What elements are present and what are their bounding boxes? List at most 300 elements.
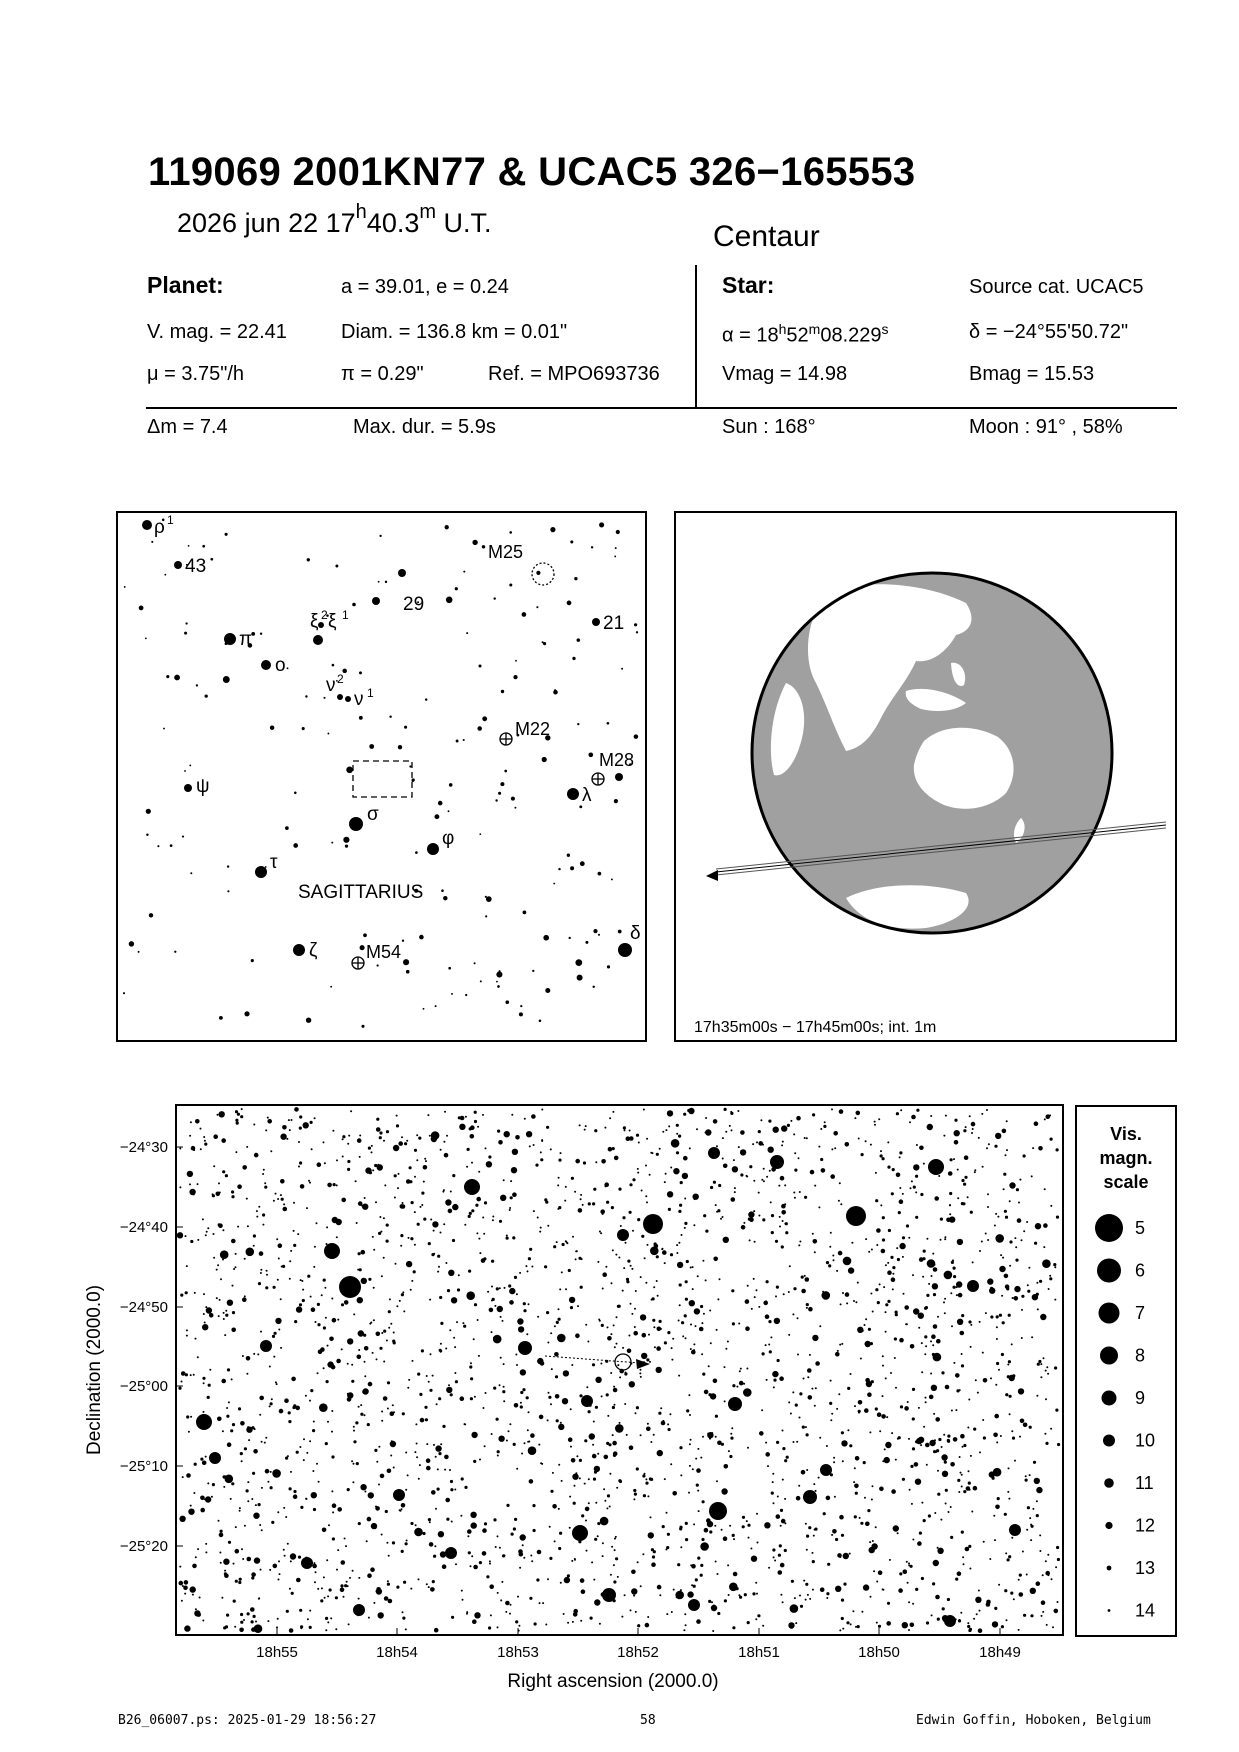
field-star xyxy=(429,1389,432,1392)
field-star xyxy=(401,1136,403,1138)
field-star xyxy=(571,1458,576,1463)
field-star xyxy=(500,1195,506,1201)
field-star xyxy=(645,1482,648,1485)
field-star xyxy=(514,807,516,809)
field-star xyxy=(902,1236,905,1239)
field-star xyxy=(463,571,465,573)
field-star xyxy=(676,1133,678,1135)
field-star xyxy=(957,1239,963,1245)
field-star xyxy=(457,1288,460,1291)
field-star xyxy=(968,1545,971,1548)
field-star xyxy=(509,1207,511,1209)
field-star xyxy=(573,1609,578,1614)
field-star xyxy=(1023,1614,1026,1617)
field-star xyxy=(1000,1254,1002,1256)
field-star xyxy=(700,1457,702,1459)
field-star xyxy=(314,1565,316,1567)
field-star xyxy=(892,1168,895,1171)
field-star xyxy=(887,1270,892,1275)
field-star xyxy=(279,1573,281,1575)
field-star xyxy=(556,1419,559,1422)
field-star xyxy=(788,1401,790,1403)
field-star xyxy=(903,1569,908,1574)
field-star xyxy=(503,1363,505,1365)
field-star xyxy=(802,1426,805,1429)
field-star xyxy=(515,660,517,662)
field-star xyxy=(676,1124,679,1127)
field-star xyxy=(778,1554,781,1557)
field-star xyxy=(265,1129,267,1131)
field-star xyxy=(278,1579,280,1581)
field-star xyxy=(667,1110,673,1116)
field-star xyxy=(550,527,555,532)
field-star xyxy=(697,1490,699,1492)
field-star xyxy=(963,1183,966,1186)
field-star xyxy=(367,1573,372,1578)
field-star xyxy=(522,612,527,617)
field-star xyxy=(528,1441,530,1443)
field-star xyxy=(839,1629,841,1631)
field-star xyxy=(558,1508,560,1510)
field-star xyxy=(848,1267,854,1273)
field-star xyxy=(643,1109,645,1111)
field-star xyxy=(290,1250,292,1252)
field-star xyxy=(450,1191,452,1193)
field-star xyxy=(181,1371,186,1376)
field-star xyxy=(678,1320,680,1322)
field-star xyxy=(332,1318,337,1323)
field-star xyxy=(826,1445,828,1447)
field-star xyxy=(287,1455,289,1457)
field-star xyxy=(554,1540,556,1542)
field-star xyxy=(784,1522,786,1524)
field-star xyxy=(854,1117,856,1119)
field-star xyxy=(828,1264,831,1267)
field-star xyxy=(466,1291,475,1300)
field-star xyxy=(974,1171,976,1173)
field-star xyxy=(389,715,391,717)
field-star xyxy=(542,757,547,762)
field-star xyxy=(280,1179,285,1184)
field-star xyxy=(648,1334,650,1336)
field-star xyxy=(746,1175,748,1177)
field-star xyxy=(571,1560,573,1562)
field-star xyxy=(612,1147,615,1150)
finder-chart-svg xyxy=(118,513,645,1040)
field-star xyxy=(772,1371,778,1377)
field-star xyxy=(223,1486,225,1488)
field-star xyxy=(701,1322,703,1324)
field-star xyxy=(414,1451,416,1453)
field-star xyxy=(421,1349,424,1352)
field-star xyxy=(646,1427,651,1432)
field-star xyxy=(504,1131,510,1137)
field-star xyxy=(307,1275,310,1278)
field-star xyxy=(272,1335,275,1338)
field-star xyxy=(806,1535,809,1538)
field-star xyxy=(555,1394,560,1399)
field-star xyxy=(752,1592,755,1595)
field-star xyxy=(531,1114,536,1119)
x-tick-label: 18h53 xyxy=(497,1644,539,1661)
y-tick-label: −25°00 xyxy=(119,1378,168,1395)
field-star xyxy=(902,1193,904,1195)
field-star xyxy=(926,1294,929,1297)
field-star xyxy=(618,930,622,934)
field-star xyxy=(190,872,192,874)
field-star xyxy=(414,1149,417,1152)
field-star xyxy=(263,1169,265,1171)
field-star xyxy=(520,1534,526,1540)
field-star xyxy=(558,1318,561,1321)
field-star xyxy=(691,1584,693,1586)
field-star xyxy=(882,1157,885,1160)
field-star xyxy=(680,1546,682,1548)
field-star xyxy=(455,1380,458,1383)
field-star xyxy=(388,1327,390,1329)
field-star xyxy=(858,1138,860,1140)
field-star xyxy=(423,1008,425,1010)
field-star xyxy=(923,1519,926,1522)
field-star xyxy=(460,1396,465,1401)
field-star xyxy=(289,1278,291,1280)
field-star xyxy=(462,1322,464,1324)
field-star xyxy=(633,1595,635,1597)
field-star xyxy=(1005,1284,1010,1289)
field-star xyxy=(195,1556,197,1558)
field-star xyxy=(402,1202,404,1204)
field-star xyxy=(538,1444,540,1446)
field-star xyxy=(228,1541,231,1544)
field-star xyxy=(577,723,579,725)
field-star xyxy=(600,1232,602,1234)
field-star xyxy=(806,1303,809,1306)
field-star xyxy=(299,1127,302,1130)
field-star xyxy=(704,1390,709,1395)
field-star xyxy=(906,1561,908,1563)
field-star xyxy=(926,1464,928,1466)
field-star xyxy=(330,986,332,988)
field-star xyxy=(953,1362,955,1364)
field-star xyxy=(868,1251,870,1253)
field-star xyxy=(944,1461,947,1464)
field-star xyxy=(526,1131,532,1137)
field-star xyxy=(272,1469,281,1478)
field-star xyxy=(317,1588,319,1590)
field-star xyxy=(392,1541,395,1544)
field-star xyxy=(407,1474,409,1476)
field-star xyxy=(937,1618,940,1621)
field-star xyxy=(847,1387,850,1390)
field-star xyxy=(728,1450,730,1452)
field-star xyxy=(210,558,213,561)
field-star xyxy=(611,1282,613,1284)
field-star xyxy=(584,1483,586,1485)
legend-star-symbol xyxy=(1108,1609,1111,1612)
field-star xyxy=(280,1347,282,1349)
field-star xyxy=(237,1113,240,1116)
field-star xyxy=(194,1463,197,1466)
field-star xyxy=(278,1243,283,1248)
field-star xyxy=(950,1506,952,1508)
field-star xyxy=(933,1450,936,1453)
field-star xyxy=(621,668,623,670)
field-star xyxy=(847,1429,849,1431)
field-star xyxy=(1055,1409,1058,1412)
field-star xyxy=(599,1320,601,1322)
field-star xyxy=(743,1388,752,1397)
field-star xyxy=(300,1279,302,1281)
field-star xyxy=(445,1199,451,1205)
field-star xyxy=(698,1510,700,1512)
field-star xyxy=(602,1288,604,1290)
field-star xyxy=(289,1628,294,1633)
field-star xyxy=(778,1185,780,1187)
field-star xyxy=(240,1421,245,1426)
field-star xyxy=(488,1155,491,1158)
field-star xyxy=(235,1266,237,1268)
field-star xyxy=(870,1293,872,1295)
field-star xyxy=(917,1541,922,1546)
field-star xyxy=(665,1129,667,1131)
field-star xyxy=(855,1492,858,1495)
field-star xyxy=(660,1407,662,1409)
legend-magnitude-label: 11 xyxy=(1135,1473,1154,1493)
field-star xyxy=(1039,1550,1041,1552)
label-29: 29 xyxy=(403,594,425,615)
field-star xyxy=(749,1239,751,1241)
field-star xyxy=(570,1408,572,1410)
field-star xyxy=(528,1257,531,1260)
field-star xyxy=(270,1471,272,1473)
field-star xyxy=(1044,1118,1046,1120)
field-star xyxy=(469,1212,472,1215)
field-star xyxy=(407,1387,409,1389)
field-star xyxy=(798,1244,800,1246)
field-star xyxy=(629,1130,631,1132)
field-star xyxy=(593,929,597,933)
field-star xyxy=(812,1589,814,1591)
field-star xyxy=(368,1147,371,1150)
field-star xyxy=(576,1250,578,1252)
field-star xyxy=(995,1213,997,1215)
field-star xyxy=(820,1158,823,1161)
field-star xyxy=(881,1414,886,1419)
field-star xyxy=(372,1169,374,1171)
field-star xyxy=(585,1507,590,1512)
field-star xyxy=(325,1617,328,1620)
field-star xyxy=(932,1353,935,1356)
field-star xyxy=(227,1368,230,1371)
field-star xyxy=(516,1364,518,1366)
field-star xyxy=(477,1126,479,1128)
field-star xyxy=(523,911,527,915)
field-star xyxy=(286,1610,289,1613)
field-star xyxy=(246,1356,251,1361)
field-star xyxy=(254,1557,260,1563)
field-star xyxy=(247,1557,252,1562)
field-star xyxy=(386,1542,388,1544)
field-star xyxy=(907,1582,909,1584)
field-star xyxy=(745,1326,750,1331)
field-star xyxy=(640,1369,642,1371)
field-star xyxy=(965,1126,967,1128)
field-star xyxy=(1031,1175,1033,1177)
star-xi1 xyxy=(318,622,324,628)
field-star xyxy=(711,1605,717,1611)
label-sigma: σ xyxy=(367,804,379,825)
field-star xyxy=(543,935,549,941)
field-star xyxy=(398,745,402,749)
field-star xyxy=(537,1550,542,1555)
footer-author: Edwin Goffin, Hoboken, Belgium xyxy=(916,1713,1151,1728)
field-star xyxy=(928,1514,931,1517)
field-star xyxy=(838,1200,840,1202)
field-star xyxy=(484,1445,486,1447)
field-star xyxy=(779,1376,784,1381)
field-star xyxy=(996,1362,999,1365)
field-star xyxy=(355,1421,358,1424)
ra-hour-unit: h xyxy=(778,321,787,337)
field-star xyxy=(539,1231,541,1233)
field-star xyxy=(253,1234,256,1237)
field-star xyxy=(902,1622,908,1628)
field-star xyxy=(996,1441,998,1443)
field-star xyxy=(857,1625,860,1628)
field-star xyxy=(1008,1314,1011,1317)
field-star xyxy=(717,1209,720,1212)
field-star xyxy=(203,1136,205,1138)
field-star xyxy=(653,1434,655,1436)
field-star xyxy=(865,1318,867,1320)
field-star xyxy=(713,1379,718,1384)
field-star xyxy=(974,1169,976,1171)
field-star xyxy=(878,1625,881,1628)
field-star xyxy=(511,797,515,801)
field-star xyxy=(208,1384,211,1387)
minute-unit: m xyxy=(419,201,437,223)
field-star xyxy=(267,1119,272,1124)
field-star xyxy=(994,1225,996,1227)
field-star xyxy=(749,1165,752,1168)
field-star xyxy=(768,1344,770,1346)
field-star xyxy=(403,1310,405,1312)
field-star xyxy=(372,1352,374,1354)
field-star xyxy=(529,1597,532,1600)
field-star xyxy=(863,1584,869,1590)
field-star xyxy=(882,1355,884,1357)
field-star xyxy=(520,1391,523,1394)
field-star xyxy=(278,1258,280,1260)
label-nu1: ν xyxy=(354,689,364,710)
field-star xyxy=(396,1586,399,1589)
field-star xyxy=(766,1176,768,1178)
field-star xyxy=(520,1405,523,1408)
field-star xyxy=(748,1537,750,1539)
field-star xyxy=(836,1270,838,1272)
field-star xyxy=(581,1514,584,1517)
field-star xyxy=(629,1183,632,1186)
field-star xyxy=(185,622,187,624)
field-star xyxy=(431,1131,440,1140)
field-star xyxy=(450,1393,453,1396)
field-star xyxy=(547,1225,549,1227)
field-star xyxy=(696,1484,699,1487)
field-star xyxy=(564,1400,566,1402)
field-star xyxy=(599,1231,601,1233)
field-star xyxy=(909,1489,911,1491)
field-star xyxy=(812,1560,815,1563)
field-star xyxy=(416,1456,418,1458)
field-star xyxy=(379,535,381,537)
field-star xyxy=(294,1320,297,1323)
field-star xyxy=(915,1479,921,1485)
field-star xyxy=(572,657,575,660)
field-star xyxy=(1021,1309,1023,1311)
field-star xyxy=(732,1534,735,1537)
field-star xyxy=(184,1625,190,1631)
field-star xyxy=(401,1503,406,1508)
field-star xyxy=(309,1400,311,1402)
field-star xyxy=(771,1214,774,1217)
field-star xyxy=(899,1187,901,1189)
field-star xyxy=(659,1320,662,1323)
field-star xyxy=(504,1287,506,1289)
field-star xyxy=(1019,1179,1021,1181)
field-star xyxy=(347,1393,349,1395)
field-star xyxy=(622,1216,625,1219)
field-star xyxy=(508,1430,510,1432)
field-star xyxy=(592,1444,594,1446)
field-star xyxy=(388,1555,390,1557)
field-star xyxy=(493,1337,496,1340)
field-star xyxy=(386,1130,389,1133)
field-star xyxy=(266,1274,268,1276)
field-star xyxy=(707,1521,713,1527)
field-star xyxy=(605,1185,607,1187)
field-star xyxy=(667,1331,670,1334)
field-star xyxy=(1025,1475,1027,1477)
field-star xyxy=(484,1201,487,1204)
field-star xyxy=(372,1236,374,1238)
field-star xyxy=(347,1168,350,1171)
field-star xyxy=(373,1287,375,1289)
label-xi2: ξ xyxy=(310,611,319,632)
field-star xyxy=(624,1403,626,1405)
field-star xyxy=(732,1322,735,1325)
field-star xyxy=(584,1129,586,1131)
field-star xyxy=(615,1557,618,1560)
field-star xyxy=(588,1502,590,1504)
field-star xyxy=(293,1404,296,1407)
field-star xyxy=(701,1353,703,1355)
field-star xyxy=(190,1240,193,1243)
field-star xyxy=(241,1548,243,1550)
field-star xyxy=(408,1379,410,1381)
field-star xyxy=(331,1365,336,1370)
field-star xyxy=(405,1628,407,1630)
field-star xyxy=(776,1441,779,1444)
field-star xyxy=(1003,1188,1005,1190)
field-star xyxy=(634,1493,637,1496)
field-star xyxy=(394,1197,396,1199)
field-star xyxy=(789,1265,791,1267)
field-star xyxy=(414,1211,416,1213)
field-star xyxy=(500,782,504,786)
field-star xyxy=(1057,1443,1060,1446)
field-star xyxy=(715,1436,717,1438)
field-star xyxy=(1018,1388,1024,1394)
